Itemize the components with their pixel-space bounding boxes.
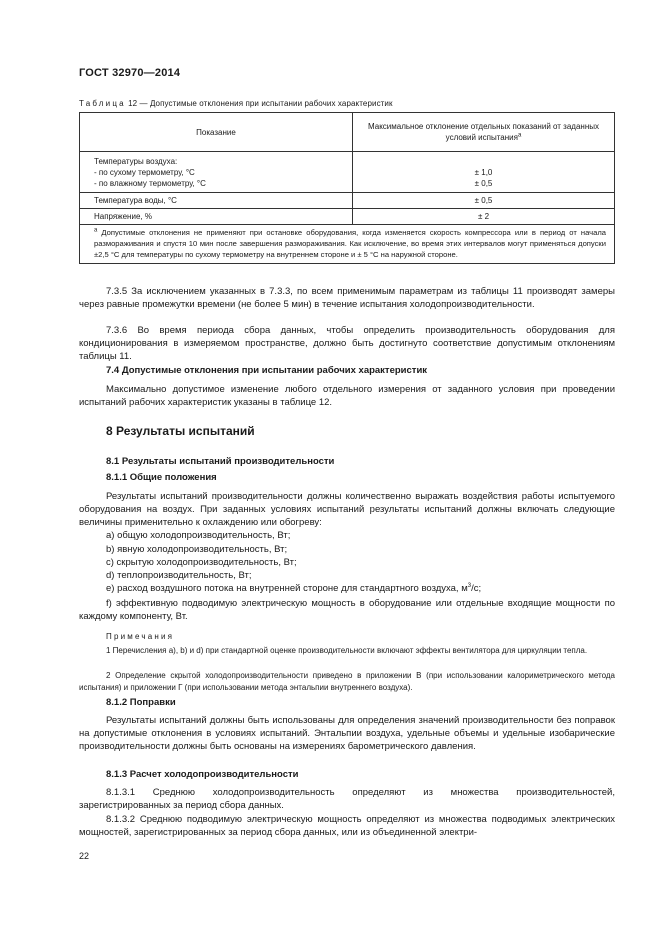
row-value: ± 0,5 bbox=[353, 193, 615, 209]
paragraph-text: 7.3.6 Во время периода сбора данных, чтобы определить производительность оборудования для кондиционирования в измеряемом пространстве, должно быть достигнуто соответствие допустимым отклонениям таблицы 11. bbox=[79, 325, 615, 362]
list-item-d: d) теплопроизводительность, Вт; bbox=[106, 570, 252, 581]
table-header-max-deviation bbox=[353, 113, 615, 152]
row-label: Температуры воздуха: bbox=[94, 157, 178, 166]
paragraph-7-3-5 bbox=[79, 285, 615, 311]
standard-header: ГОСТ 32970—2014 bbox=[79, 67, 181, 79]
table-caption-prefix: Таблица bbox=[79, 99, 126, 108]
heading-7-4: 7.4 Допустимые отклонения при испытании рабочих характеристик bbox=[106, 365, 428, 376]
list-item-c: c) скрытую холодопроизводительность, Вт; bbox=[106, 557, 297, 568]
heading-section-8: 8 Результаты испытаний bbox=[106, 424, 255, 438]
page-number: 22 bbox=[79, 851, 90, 861]
row-value: ± 2 bbox=[353, 209, 615, 225]
paragraph-7-3-6 bbox=[79, 324, 615, 363]
row-label: Напряжение, % bbox=[80, 209, 353, 225]
list-item-a: а) общую холодопроизводительность, Вт; bbox=[106, 530, 291, 541]
heading-8-1-2: 8.1.2 Поправки bbox=[106, 697, 176, 708]
tolerance-table bbox=[79, 112, 615, 264]
superscript: 3 bbox=[467, 582, 472, 589]
paragraph-8-1-3-2 bbox=[79, 813, 615, 839]
paragraph-text: Результаты испытаний должны быть использованы для определения значений производительности без поправок на допустимые отклонения в условиях испытаний. Энтальпии воздуха, удельные объемы и удельные изобарические производительности должны быть основаны на измерениях барометрического давления. bbox=[79, 715, 615, 752]
paragraph-text: 7.3.5 За исключением указанных в 7.3.3, по всем применимым параметрам из таблицы 11 производят замеры через равные промежутки времени (не более 5 мин) в течение испытания холодопроизводительности. bbox=[79, 286, 615, 310]
header-footnote-mark: а bbox=[517, 132, 522, 139]
header-line-1: Максимальное отклонение отдельных показаний от заданных bbox=[368, 122, 599, 131]
row-label: - по сухому термометру, °С bbox=[94, 168, 195, 177]
list-item-e-tail: /с; bbox=[471, 583, 482, 594]
paragraph-text: 8.1.3.1 Среднюю холодопроизводительность определяют из множества производительностей, зарегистрированных за период сбора данных. bbox=[79, 787, 615, 811]
paragraph-8-1-1 bbox=[79, 490, 615, 529]
paragraph-text: 8.1.3.2 Среднюю подводимую электрическую мощность определяют из множества подводимых электрических мощностей, зарегистрированных за период сбора данных, или из объединенной электри- bbox=[79, 814, 615, 838]
table-row-air-temp-values bbox=[353, 152, 615, 193]
header-line-2 bbox=[361, 132, 606, 143]
paragraph-text: Результаты испытаний производительности должны количественно выражать воздействия работы испытуемого оборудования на воздух. При заданных условиях испытаний результаты испытаний должны включать следующие величины применительно к охлаждению или обогреву: bbox=[79, 491, 615, 528]
paragraph-text: Максимально допустимое изменение любого отдельного измерения от заданного условия при проведении испытаний рабочих характеристик указаны в таблице 12. bbox=[79, 384, 615, 408]
heading-8-1: 8.1 Результаты испытаний производительности bbox=[106, 456, 335, 467]
note-1 bbox=[79, 645, 615, 657]
row-value: ± 0,5 bbox=[474, 179, 493, 188]
table-footnote bbox=[80, 225, 615, 264]
table-header-indication: Показание bbox=[80, 113, 353, 152]
row-label: - по влажному термометру, °С bbox=[94, 179, 206, 188]
header-line-2-text: условий испытания bbox=[445, 133, 518, 142]
list-item-e bbox=[106, 583, 481, 594]
row-value: ± 1,0 bbox=[474, 168, 493, 177]
table-caption-text: 12 — Допустимые отклонения при испытании рабочих характеристик bbox=[125, 99, 393, 108]
row-label: Температура воды, °С bbox=[80, 193, 353, 209]
footnote-mark: а bbox=[94, 227, 98, 234]
paragraph-7-4 bbox=[79, 383, 615, 409]
list-item-e-text: е) расход воздушного потока на внутренней стороне для стандартного воздуха, м bbox=[106, 583, 468, 594]
note-2 bbox=[79, 670, 615, 694]
table-caption bbox=[79, 99, 393, 108]
list-item-b: b) явную холодопроизводительность, Вт; bbox=[106, 544, 288, 555]
heading-8-1-3: 8.1.3 Расчет холодопроизводительности bbox=[106, 769, 299, 780]
notes-heading: Примечания bbox=[106, 632, 175, 641]
footnote-text: Допустимые отклонения не применяют при остановке оборудования, когда изменяется скорость компрессора или в период от начала размораживания и спустя 10 мин после завершения размораживания. Как исключение, во время этих интервалов могут применяться допуски ±2,5 °С для температуры по сухому термометру на внутреннем стороне и ± 5 °С на наружной стороне. bbox=[94, 228, 606, 259]
paragraph-text: f) эффективную подводимую электрическую мощность в оборудование или отдельные входящие мощности по каждому компоненту, Вт. bbox=[79, 598, 615, 622]
row-value bbox=[361, 156, 606, 167]
paragraph-8-1-2 bbox=[79, 714, 615, 753]
table-row-air-temp bbox=[80, 152, 353, 193]
note-text: 2 Определение скрытой холодопроизводительности приведено в приложении В (при использовании калориметрического метода испытания) и приложении Г (при использовании метода энтальпии внутреннего воздуха). bbox=[79, 671, 615, 692]
note-text: 1 Перечисления а), b) и d) при стандартной оценке производительности включают эффекты вентилятора для циркуляции тепла. bbox=[106, 646, 588, 655]
heading-8-1-1: 8.1.1 Общие положения bbox=[106, 472, 217, 483]
paragraph-8-1-3-1 bbox=[79, 786, 615, 812]
list-item-f bbox=[79, 597, 615, 623]
